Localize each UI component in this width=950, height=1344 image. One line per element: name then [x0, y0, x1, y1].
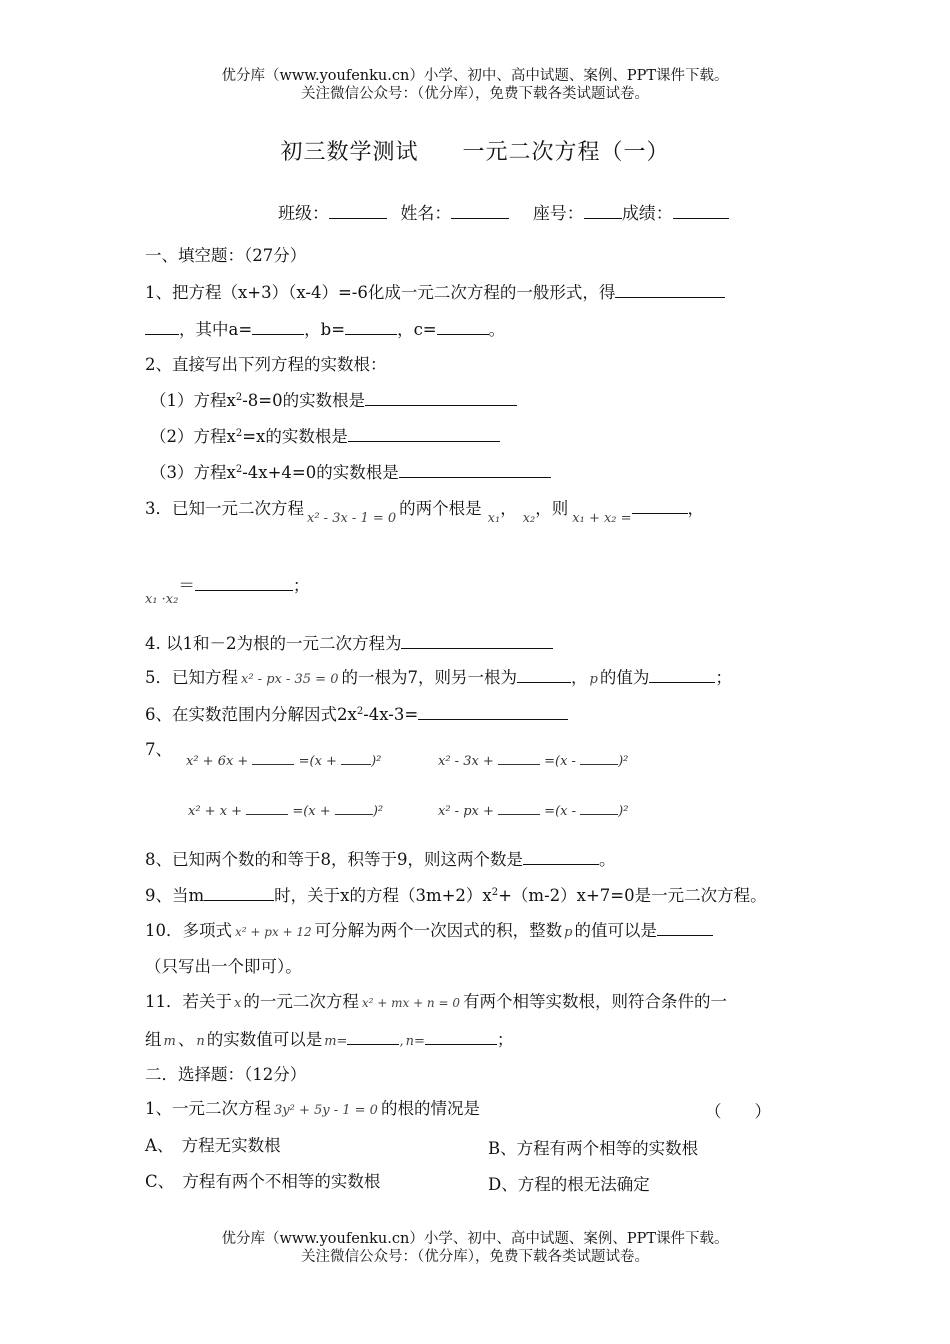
- q11-m-2: m: [324, 1034, 337, 1049]
- q3-blank-sum[interactable]: [632, 497, 688, 514]
- name-label: 姓名：: [400, 204, 452, 224]
- question-8: [145, 848, 616, 871]
- q10-equation: x² + px + 12: [235, 925, 312, 939]
- q2-s3-blank[interactable]: [399, 461, 551, 478]
- q5-text-2: 的一根为7，则另一根为: [341, 668, 517, 687]
- choice-1-stem: [145, 1098, 480, 1122]
- q2-s2-text: （2）方程x: [150, 427, 236, 446]
- q11-text-2: 的一元二次方程: [243, 992, 359, 1011]
- section-1-title: 一、填空题：（27分）: [145, 246, 307, 265]
- q1-c-label: ，c=: [397, 320, 437, 339]
- q10-text-2: 可分解为两个一次因式的积，整数: [314, 921, 563, 940]
- question-2-stem: 2、直接写出下列方程的实数根：: [145, 355, 387, 374]
- q3-end-1: ，: [687, 499, 705, 518]
- q7-e4-rhs: =(x -: [544, 804, 576, 819]
- q11-text: 11．若关于: [145, 992, 232, 1011]
- footer-line-1: 优分库（www.youfenku.cn）小学、初中、高中试题、案例、PPT课件下载。: [221, 1231, 729, 1247]
- q2-s1-text-2: -8=0的实数根是: [242, 391, 366, 410]
- q3-text-2: 的两个根是: [399, 499, 482, 518]
- question-9: 9、当m 时，关于x的方程$(3m+2)x^2+(m-2)x+7=0$是一元二次方程。: [145, 886, 767, 905]
- question-7-label: 7、: [145, 740, 172, 759]
- q11-sep: 、: [177, 1030, 195, 1049]
- q7-e4-blank-1[interactable]: [498, 802, 540, 815]
- c1-answer-paren[interactable]: （ ）: [705, 1102, 771, 1121]
- q3-equals: ＝: [178, 576, 195, 595]
- q1-blank-form-cont[interactable]: [145, 318, 179, 335]
- q1-blank-form[interactable]: [615, 281, 725, 298]
- title-left: 初三数学测试: [280, 140, 419, 165]
- q7-e2-lhs: x² - 3x +: [438, 754, 494, 769]
- question-3-line-1: [145, 497, 705, 526]
- q2-s3-text: （3）方程x: [150, 463, 236, 482]
- q10-text: 10．多项式: [145, 921, 232, 940]
- q7-equation-3: [188, 802, 383, 819]
- q5-p: p: [589, 672, 598, 687]
- q7-e1-end: )²: [371, 754, 382, 769]
- q7-e2-blank-2[interactable]: [580, 752, 618, 765]
- q3-text: 3．已知一元二次方程: [145, 499, 304, 518]
- q6-text: 6、在实数范围内分解因式2x: [145, 705, 357, 724]
- q7-e1-lhs: x² + 6x +: [186, 754, 249, 769]
- q1-blank-b[interactable]: [345, 318, 397, 335]
- q9-text-2: 时，关于x的方程（3m+2）x: [274, 886, 492, 905]
- q10-blank[interactable]: [657, 919, 713, 936]
- q2-s2-blank[interactable]: [348, 425, 500, 442]
- q5-blank-p[interactable]: [649, 666, 715, 683]
- q5-comma: ，: [570, 668, 588, 687]
- q10-p: p: [564, 925, 573, 940]
- question-6: 6、在实数范围内分解因式$2x^2-4x-3=$: [145, 703, 568, 726]
- q5-equation: x² - px - 35 = 0: [241, 672, 339, 687]
- q8-blank[interactable]: [523, 848, 599, 865]
- q1-b-label: ，b=: [304, 320, 346, 339]
- q7-e2-blank-1[interactable]: [498, 752, 540, 765]
- question-4: [145, 632, 553, 655]
- q5-text: 5．已知方程: [145, 668, 238, 687]
- q7-equation-1: [186, 752, 381, 769]
- q8-end: 。: [599, 850, 616, 869]
- q4-blank[interactable]: [401, 632, 553, 649]
- q3-then: ，则: [535, 499, 569, 518]
- choice-1-option-d[interactable]: D、方程的根无法确定: [488, 1175, 650, 1194]
- question-2-sub-3: （3）方程$x^2-4x+4=0$的实数根是: [150, 461, 551, 484]
- q11-eq-m: =: [336, 1034, 348, 1049]
- q11-n-2: n: [405, 1034, 414, 1049]
- q7-e3-blank-2[interactable]: [335, 802, 373, 815]
- q7-e4-lhs: x² - px +: [438, 804, 494, 819]
- seat-blank[interactable]: [584, 202, 622, 219]
- question-11-line-1: [145, 991, 727, 1015]
- q3-blank-product[interactable]: [195, 574, 293, 591]
- c1-equation: 3y² + 5y - 1 = 0: [274, 1103, 378, 1118]
- seat-label: 座号：: [532, 204, 584, 224]
- q5-blank-root[interactable]: [517, 666, 571, 683]
- student-info: [278, 199, 737, 224]
- q7-equation-4: [438, 802, 628, 819]
- header-line-1: 优分库（www.youfenku.cn）小学、初中、高中试题、案例、PPT课件下载。: [221, 68, 729, 84]
- c1-text-2: 的根的情况是: [380, 1099, 480, 1118]
- q7-e1-blank-1[interactable]: [252, 752, 294, 765]
- q1-end: 。: [488, 320, 506, 339]
- header-line-2: 关注微信公众号：（优分库），免费下载各类试题试卷。: [301, 86, 649, 102]
- q7-e3-blank-1[interactable]: [246, 802, 288, 815]
- q3-product: x₁ ·x₂: [145, 592, 179, 607]
- q7-e4-blank-2[interactable]: [580, 802, 618, 815]
- q7-e4-end: )²: [618, 804, 629, 819]
- q11-eq-n: =: [413, 1034, 425, 1049]
- class-label: 班级：: [278, 204, 329, 224]
- q7-e3-lhs: x² + x +: [188, 804, 243, 819]
- section-2-title: 二．选择题：（12分）: [145, 1065, 307, 1084]
- q3-x2: x₂: [522, 511, 536, 526]
- choice-1-option-c[interactable]: C、 方程有两个不相等的实数根: [145, 1172, 381, 1191]
- q7-e2-rhs: =(x -: [544, 754, 576, 769]
- q2-s2-text-2: =x的实数根是: [242, 427, 348, 446]
- q11-n: n: [196, 1034, 205, 1049]
- q9-text: 9、当m: [145, 886, 205, 905]
- q7-e1-rhs: =(x +: [298, 754, 337, 769]
- q9-blank[interactable]: [204, 884, 274, 901]
- name-blank[interactable]: [451, 202, 509, 219]
- question-1-line-1: [145, 281, 725, 304]
- q7-e1-blank-2[interactable]: [341, 752, 371, 765]
- q11-m: m: [163, 1034, 176, 1049]
- q3-end-2: ；: [292, 576, 310, 595]
- q3-sum: x₁ + x₂ =: [572, 511, 632, 526]
- q11-end: ；: [496, 1030, 514, 1049]
- q3-equation: x² - 3x - 1 = 0: [307, 511, 397, 526]
- q11-blank-m[interactable]: [347, 1028, 399, 1045]
- question-10-line-1: [145, 919, 713, 944]
- q6-blank[interactable]: [418, 703, 568, 720]
- q5-text-3: 的值为: [599, 668, 650, 687]
- question-2-sub-2: （2）方程$x^2=x$的实数根是: [150, 425, 500, 448]
- q11-x: x: [234, 996, 242, 1011]
- title-right: 一元二次方程（一）: [462, 140, 670, 165]
- q1-blank-c[interactable]: [437, 318, 489, 335]
- q7-equation-2: [438, 752, 628, 769]
- question-11-line-2: [145, 1028, 513, 1053]
- q4-text: 4. 以1和－2为根的一元二次方程为: [145, 634, 402, 653]
- page-title: [0, 135, 950, 166]
- q7-e3-rhs: =(x +: [292, 804, 331, 819]
- q3-comma: ，: [500, 499, 517, 518]
- q1-text: 1、把方程（x+3）（x-4）=-6化成一元二次方程的一般形式，得: [145, 283, 616, 302]
- q2-s1-text: （1）方程x: [150, 391, 236, 410]
- q11-equation: x² + mx + n = 0: [361, 996, 460, 1010]
- question-1-line-2: [145, 318, 505, 341]
- question-10-line-2: （只写出一个即可）。: [145, 957, 302, 976]
- choice-1-option-b[interactable]: B、方程有两个相等的实数根: [488, 1139, 699, 1158]
- q6-text-2: -4x-3=: [363, 705, 419, 724]
- q1-a-label: ，其中a=: [179, 320, 253, 339]
- q9-text-3: +（m-2）x+7=0是一元二次方程。: [498, 886, 767, 905]
- q10-text-3: 的值可以是: [574, 921, 657, 940]
- q11-comma: ,: [399, 1034, 404, 1049]
- c1-text: 1、一元二次方程: [145, 1099, 271, 1118]
- q11-text-4: 组: [145, 1030, 162, 1049]
- q5-end: ；: [715, 668, 732, 687]
- q3-x1: x₁: [487, 511, 501, 526]
- q11-text-3: 有两个相等实数根，则符合条件的一: [462, 992, 727, 1011]
- score-label: 成绩：: [621, 204, 673, 224]
- q2-s3-text-2: -4x+4=0的实数根是: [242, 463, 399, 482]
- question-5: [145, 666, 732, 691]
- q11-blank-n[interactable]: [425, 1028, 497, 1045]
- class-blank[interactable]: [329, 202, 387, 219]
- q7-e2-end: )²: [618, 754, 629, 769]
- question-2-sub-1: （1）方程$x^2-8=0$的实数根是: [150, 389, 517, 412]
- choice-1-option-a[interactable]: A、 方程无实数根: [145, 1136, 281, 1155]
- score-blank[interactable]: [673, 202, 729, 219]
- q11-text-5: 的实数值可以是: [206, 1030, 323, 1049]
- q1-blank-a[interactable]: [252, 318, 304, 335]
- q7-e3-end: )²: [372, 804, 384, 819]
- q2-s1-blank[interactable]: [365, 389, 517, 406]
- footer-line-2: 关注微信公众号：（优分库），免费下载各类试题试卷。: [301, 1249, 649, 1265]
- q8-text: 8、已知两个数的和等于8，积等于9，则这两个数是: [145, 850, 523, 869]
